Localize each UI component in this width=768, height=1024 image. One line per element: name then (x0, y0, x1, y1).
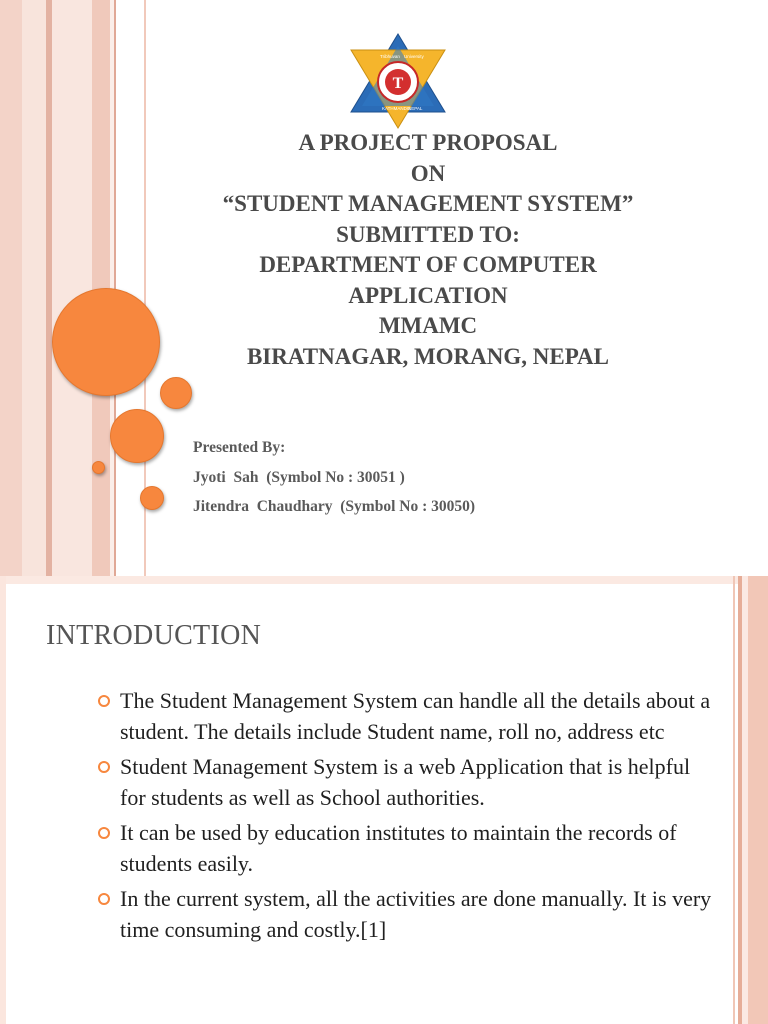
decor-band-top (0, 576, 768, 584)
bullet-circle-icon (98, 695, 110, 707)
decor-circle (110, 409, 164, 463)
emblem-ring-text: University (404, 54, 424, 59)
title-line: SUBMITTED TO: (336, 221, 520, 247)
title-line: APPLICATION (348, 282, 508, 308)
emblem-ring-text: KATHMANDU (382, 106, 411, 111)
title-line: A PROJECT PROPOSAL (298, 130, 558, 155)
presenter-entry: Jitendra Chaudhary (Symbol No : 30050) (193, 498, 476, 515)
presenters-block (193, 433, 475, 522)
bullet-text: Student Management System is a web Application that is helpful for students as well as School authorities. (120, 754, 691, 810)
decor-circle-large (52, 288, 160, 396)
title-line: “STUDENT MANAGEMENT SYSTEM” (222, 191, 634, 216)
decor-stripe (52, 0, 92, 576)
decor-circle (160, 377, 192, 409)
decor-stripe (0, 0, 22, 576)
slide-heading: INTRODUCTION (46, 620, 262, 651)
decor-stripe (0, 576, 6, 1024)
emblem-ring-text: Tribhuvan (380, 54, 400, 59)
emblem-center-letter: T (392, 75, 404, 92)
bullet-text: The Student Management System can handle all the details about a student. The details include Student name, roll no, address etc (120, 688, 711, 744)
presented-by-label: Presented By: (193, 439, 286, 456)
bullet-item (98, 752, 718, 813)
bullet-circle-icon (98, 761, 110, 773)
presenter-entry: Jyoti Sah (Symbol No : 30051 ) (193, 468, 405, 486)
title-line: MMAMC (378, 313, 478, 338)
bullet-text: In the current system, all the activities are done manually. It is very time consuming and costly.[1] (120, 886, 712, 942)
bullet-text: It can be used by education institutes to maintain the records of students easily. (120, 820, 677, 876)
university-emblem-icon (348, 32, 448, 130)
decor-stripe (748, 576, 768, 1024)
introduction-slide (0, 576, 768, 1024)
decor-circle (140, 486, 164, 510)
title-line: BIRATNAGAR, MORANG, NEPAL (246, 343, 610, 369)
bullet-circle-icon (98, 827, 110, 839)
bullet-item (98, 818, 718, 879)
emblem-ring-text: NEPAL (408, 106, 423, 111)
bullet-list (98, 686, 718, 950)
title-line: DEPARTMENT OF COMPUTER (259, 252, 597, 277)
decor-stripe (22, 0, 46, 576)
bullet-circle-icon (98, 893, 110, 905)
proposal-title (160, 128, 696, 372)
bullet-item (98, 884, 718, 945)
bullet-item (98, 686, 718, 747)
decor-circle-small (92, 461, 105, 474)
decor-stripe (733, 576, 735, 1024)
title-line: ON (410, 160, 446, 186)
